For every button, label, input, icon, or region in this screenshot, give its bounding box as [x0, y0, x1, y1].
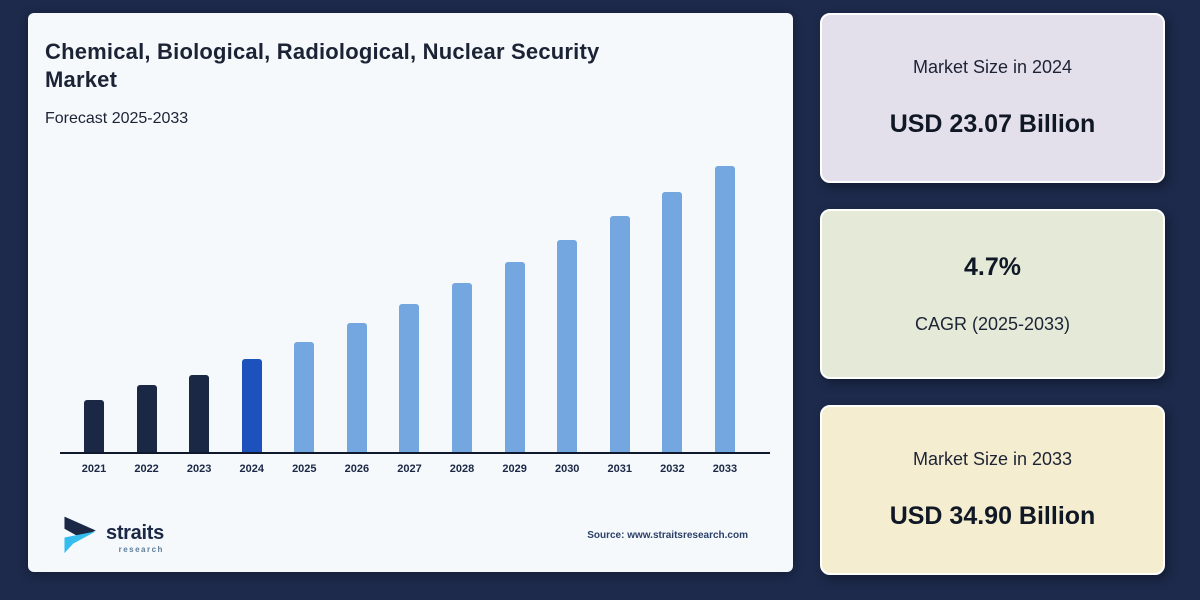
bar-group-2025: [282, 342, 326, 452]
bar-group-2023: [177, 375, 221, 452]
bar-2024: [242, 359, 262, 452]
bar-group-2022: [125, 385, 169, 452]
logo-name: straits: [106, 522, 164, 544]
x-tick-2023: 2023: [186, 463, 212, 475]
straits-arrow-icon: [60, 514, 102, 554]
bar-2030: [557, 240, 577, 452]
bar-2032: [662, 192, 682, 452]
stat-label: Market Size in 2033: [912, 449, 1073, 469]
logo-subtitle: research: [118, 545, 164, 554]
x-tick-2021: 2021: [81, 463, 107, 475]
logo-wordmark: [106, 514, 164, 554]
bar-group-2031: [598, 216, 642, 452]
x-tick-2024: 2024: [239, 463, 264, 475]
x-tick-2027: 2027: [397, 463, 422, 475]
stat-value: USD 34.90 Billion: [889, 502, 1096, 530]
bar-2021: [84, 400, 104, 452]
bar-group-2032: [650, 192, 694, 452]
stat-card-market-size-2033: [820, 405, 1165, 575]
x-tick-2032: 2032: [660, 463, 685, 475]
x-tick-2031: 2031: [607, 463, 633, 475]
x-axis-labels: [72, 463, 747, 475]
stat-label: Market Size in 2024: [912, 57, 1073, 77]
x-tick-2029: 2029: [502, 463, 527, 475]
bar-group-2033: [703, 166, 747, 452]
chart-header: [45, 38, 630, 128]
x-tick-2030: 2030: [554, 463, 580, 475]
bar-group-2028: [440, 283, 484, 452]
bar-2027: [399, 304, 419, 452]
bar-2026: [347, 323, 367, 452]
source-attribution: Source: www.straitsresearch.com: [587, 530, 748, 541]
straits-research-logo: [60, 514, 164, 554]
stat-value: USD 23.07 Billion: [889, 110, 1096, 138]
bar-group-2030: [545, 240, 589, 452]
bar-group-2027: [387, 304, 431, 452]
chart-card: [28, 13, 793, 572]
forecast-subtitle: Forecast 2025-2033: [45, 110, 189, 128]
bar-2022: [137, 385, 157, 452]
bar-2028: [452, 283, 472, 452]
stat-label: CAGR (2025-2033): [914, 314, 1071, 334]
x-axis-line: [60, 452, 770, 454]
stat-card-cagr: [820, 209, 1165, 379]
bar-2033: [715, 166, 735, 452]
bar-2029: [505, 262, 525, 452]
page-title: Chemical, Biological, Radiological, Nuclear Security Market: [45, 39, 600, 93]
bar-group-2029: [493, 262, 537, 452]
stat-card-market-size-2024: [820, 13, 1165, 183]
bar-group-2021: [72, 400, 116, 452]
bar-2023: [189, 375, 209, 452]
x-tick-2025: 2025: [292, 463, 317, 475]
bar-group-2026: [335, 323, 379, 452]
x-tick-2022: 2022: [134, 463, 159, 475]
bar-group-2024: [230, 359, 274, 452]
bar-2025: [294, 342, 314, 452]
x-tick-2033: 2033: [712, 463, 738, 475]
bar-2031: [610, 216, 630, 452]
stat-cards: [820, 13, 1165, 575]
bar-chart: [72, 152, 747, 452]
x-tick-2026: 2026: [344, 463, 370, 475]
stat-value: 4.7%: [964, 253, 1021, 281]
x-tick-2028: 2028: [449, 463, 475, 475]
